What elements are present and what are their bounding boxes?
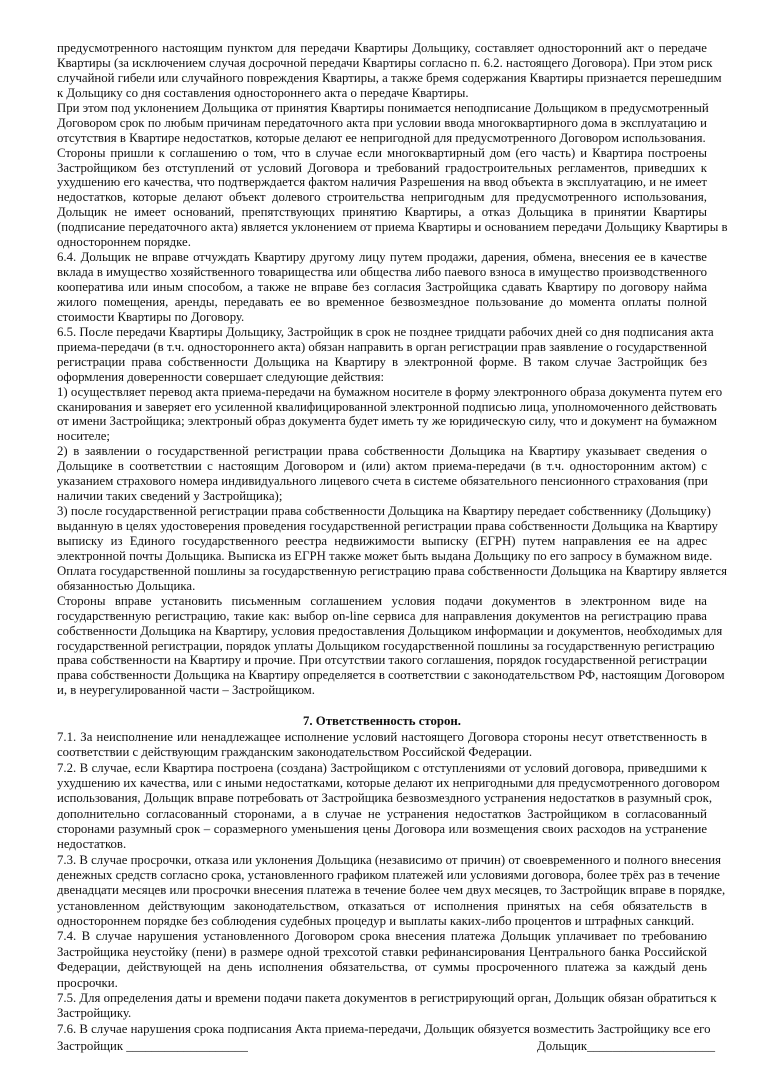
text-line: ухудшению его качества, что подтверждается фактом наличия Разрешения на ввод объекта в эксплуатацию, и не имеет (57, 175, 707, 190)
text-line: к Дольщику со дня составления одностороннего акта о передаче Квартиры. (57, 85, 469, 100)
text-line: 7.3. В случае просрочки, отказа или уклонения Дольщика (независимо от причин) от своевременного и полного внесения (57, 852, 722, 867)
text-line: носителе; (57, 429, 110, 444)
text-line: одностороннем порядке без соблюдения судебных процедур и выплаты каких-либо процентов и штрафных санкций. (57, 914, 695, 929)
text-line: Стороны пришли к соглашению о том, что в случае если многоквартирный дом (его часть) и Квартира построены (57, 145, 707, 160)
paragraph (57, 444, 707, 504)
text-line: Застройщиком без отступлений от условий Договора и требований градостроительных регламентов, приведших к (57, 160, 707, 175)
text-line: 7.1. За неисполнение или ненадлежащее исполнение условий настоящего Договора стороны несут ответственность в (57, 730, 707, 744)
text-line: жилого помещения, аренды, передавать ее во временное безвозмездное пользование до момента оплаты полной (57, 294, 707, 309)
text-line: сканирования и заверяет его усиленной квалифицированной электронной подписью лица, уполномоченного действовать (57, 399, 717, 414)
text-line: Квартиры (за исключением случая досрочной передачи Квартиры согласно п. 6.2. настоящего Договора). При этом риск (57, 55, 713, 70)
text-line: отсутствия в Квартире недостатков, которые делают ее непригодной для предусмотренного Договором использования. (57, 130, 706, 145)
text-line: Застройщика неустойку (пени) в размере одной трехсотой ставки рефинансирования Центрального банка Российской (57, 944, 707, 959)
text-line: Оплата государственной пошлины за государственную регистрацию права собственности Дольщика на Квартиру является (57, 563, 728, 578)
text-line: права собственности Дольщика на Квартиру определяется в соответствии с законодательством РФ, настоящим Договором (57, 668, 725, 683)
paragraph (57, 145, 728, 251)
text-line: кооператива или иным способом, а также не вправе без согласия Застройщика сдавать Квартиру по договору найма (57, 280, 707, 294)
text-line: Дольщик не имеет оснований, препятствующих принятию Квартиры, а отказ Дольщика в принятии Квартиры (57, 205, 707, 220)
text-line: наличии таких сведений у Застройщика); (57, 489, 283, 504)
text-line: денежных средств согласно срока, установленного графиком платежей или условиями договора, более трёх раз в течение (57, 868, 720, 883)
text-line: обязанностью Дольщика. (57, 578, 196, 593)
text-line: ухудшению их качества, или с иными недостатками, которые делают их непригодными для предусмотренного договором (57, 776, 720, 791)
text-line: 6.5. После передачи Квартиры Дольщику, Застройщик в срок не позднее тридцати рабочих дней со дня подписания акта (57, 324, 714, 339)
text-line: от имени Застройщика; электроный образ документа будет иметь ту же юридическую силу, что и документ на бумажном (57, 414, 717, 429)
text-line: и, в неурегулированной части – Застройщиком. (57, 683, 315, 698)
text-line: Застройщику. (57, 1006, 132, 1021)
text-line: Договором срок по любым причинам передаточного акта при условии ввода многоквартирного дома в эксплуатацию и (57, 115, 707, 130)
paragraph (57, 760, 720, 853)
text-line: 2) в заявлении о государственной регистрации права собственности Дольщика на Квартиру указывает сведения о (57, 444, 707, 459)
text-line: При этом под уклонением Дольщика от принятия Квартиры понимается неподписание Дольщиком в предусмотренный (57, 100, 709, 115)
text-line: 3) после государственной регистрации права собственности Дольщика на Квартиру передает собственнику (Дольщику) (57, 504, 711, 519)
document-body-part-2 (57, 730, 726, 1037)
text-line: собственности Дольщика на Квартиру, условия предоставления Дольщиком информации и документов, необходимых для (57, 623, 723, 638)
text-line: 7.4. В случае нарушения установленного Договором срока внесения платежа Дольщик уплачивает по требованию (57, 929, 707, 944)
text-line: электронной почты Дольщика. Выписка из ЕГРН также может быть выдана Дольщику по его запросу в бумажном виде. (57, 548, 713, 563)
paragraph (57, 101, 707, 146)
paragraph (57, 730, 707, 761)
text-line: выписку из Единого государственного реестра недвижимости выписку (ЕГРН) путем направления ее на адрес (57, 533, 707, 548)
text-line: просрочки. (57, 975, 118, 990)
text-line: случайной гибели или случайного повреждения Квартиры, а также бремя содержания Квартиры признается перешедшим (57, 70, 722, 85)
text-line: стоимости Квартиры по Договору. (57, 309, 245, 324)
text-line: выданную в целях удостоверения проведения государственной регистрации права собственности Дольщика на Квартиру (57, 519, 718, 533)
section-heading: 7. Ответственность сторон. (303, 714, 461, 728)
text-line: регистрации права собственности Дольщика на Квартиру в электронной форме. В таком случае Застройщик без (57, 354, 707, 369)
text-line: права собственности на Квартиру и прочие. При отсутствии такого соглашения, порядок государственной регистрации (57, 653, 708, 668)
text-line: государственную регистрацию, такие как: выбор on-line сервиса для направления документов на регистрацию права (57, 608, 707, 623)
text-line: оформления доверенности совершает следующие действия: (57, 369, 385, 384)
text-line: Стороны вправе установить письменным соглашением условия подачи документов в электронном виде на (57, 593, 707, 608)
signature-developer: Застройщик ___________________ (57, 1039, 248, 1053)
text-line: 1) осуществляет перевод акта приема-передачи на бумажном носителе в форму электронного образа документа путем его (57, 384, 723, 399)
text-line: Дольщике в соответствии с настоящим Договором и (или) актом приема-передачи (в т.ч. односторонним актом) с (57, 459, 707, 474)
text-line: установленном действующим законодательством, отказаться от исполнения принятых на себя обязательств в (57, 898, 707, 913)
text-line: Федерации, действующей на день исполнения обязательства, от суммы просроченного платежа за каждый день (57, 960, 707, 975)
text-line: дополнительно согласованный сторонами, а в случае не устранения недостатков Застройщиком в согласованный (57, 806, 707, 821)
document-body-part-1 (57, 41, 728, 698)
text-line: использования, Дольщик вправе потребовать от Застройщика безвозмездного устранения недостатков в разумный срок, (57, 791, 713, 806)
text-line: (подписание передаточного акта) является уклонением от приема Квартиры и основанием передачи Дольщику Квартиры в (57, 220, 728, 235)
paragraph (57, 324, 714, 385)
paragraph (57, 1021, 711, 1037)
paragraph (57, 990, 717, 1022)
text-line: сторонами разумный срок – соразмерного уменьшения цены Договора или возмещения своих расходов на устранение (57, 822, 707, 837)
text-line: соответствии с действующим гражданским законодательством Российской Федерации. (57, 745, 533, 760)
text-line: государственной регистрации, порядок уплаты Дольщиком государственной пошлины за государственную регистрацию (57, 638, 715, 653)
paragraph (57, 852, 726, 930)
text-line: недостатков. (57, 837, 127, 852)
text-line: вклада в имущество хозяйственного товарищества или общества либо паевого взноса в имущество производственного (57, 265, 707, 280)
text-line: одностороннем порядке. (57, 235, 191, 250)
text-line: 6.4. Дольщик не вправе отчуждать Квартиру другому лицу путем продажи, дарения, обмена, внесения ее в качестве (57, 250, 707, 265)
text-line: двенадцати месяцев или просрочки внесения платежа в течение более чем двух месяцев, то Застройщик вправе в порядке, (57, 883, 726, 898)
text-line: 7.5. Для определения даты и времени подачи пакета документов в регистрирующий орган, Дольщик обязан обратиться к (57, 990, 717, 1005)
text-line: недостатков, которые делают объект долевого строительства непригодным для предусмотренного использования, (57, 190, 707, 205)
text-line: 7.2. В случае, если Квартира построена (создана) Застройщиком с отступлениями от условий договора, приведшими к (57, 760, 707, 775)
paragraph (57, 384, 723, 445)
text-line: 7.6. В случае нарушения срока подписания Акта приема-передачи, Дольщик обязуется возместить Застройщику все его (57, 1021, 711, 1036)
text-line: указанием страхового номера индивидуального лицевого счета в системе обязательного пенсионного страхования (при (57, 474, 708, 489)
signature-shareholder: Дольщик____________________ (537, 1039, 716, 1053)
paragraph (57, 41, 722, 101)
text-line: приема-передачи (в т.ч. одностороннего акта) обязан направить в орган регистрации прав заявление о государственной (57, 339, 708, 354)
paragraph (57, 250, 707, 325)
text-line: предусмотренного настоящим пунктом для передачи Квартиры Дольщику, составляет односторонний акт о передаче (57, 41, 707, 55)
paragraph (57, 504, 728, 594)
paragraph (57, 929, 707, 990)
paragraph (57, 593, 725, 699)
